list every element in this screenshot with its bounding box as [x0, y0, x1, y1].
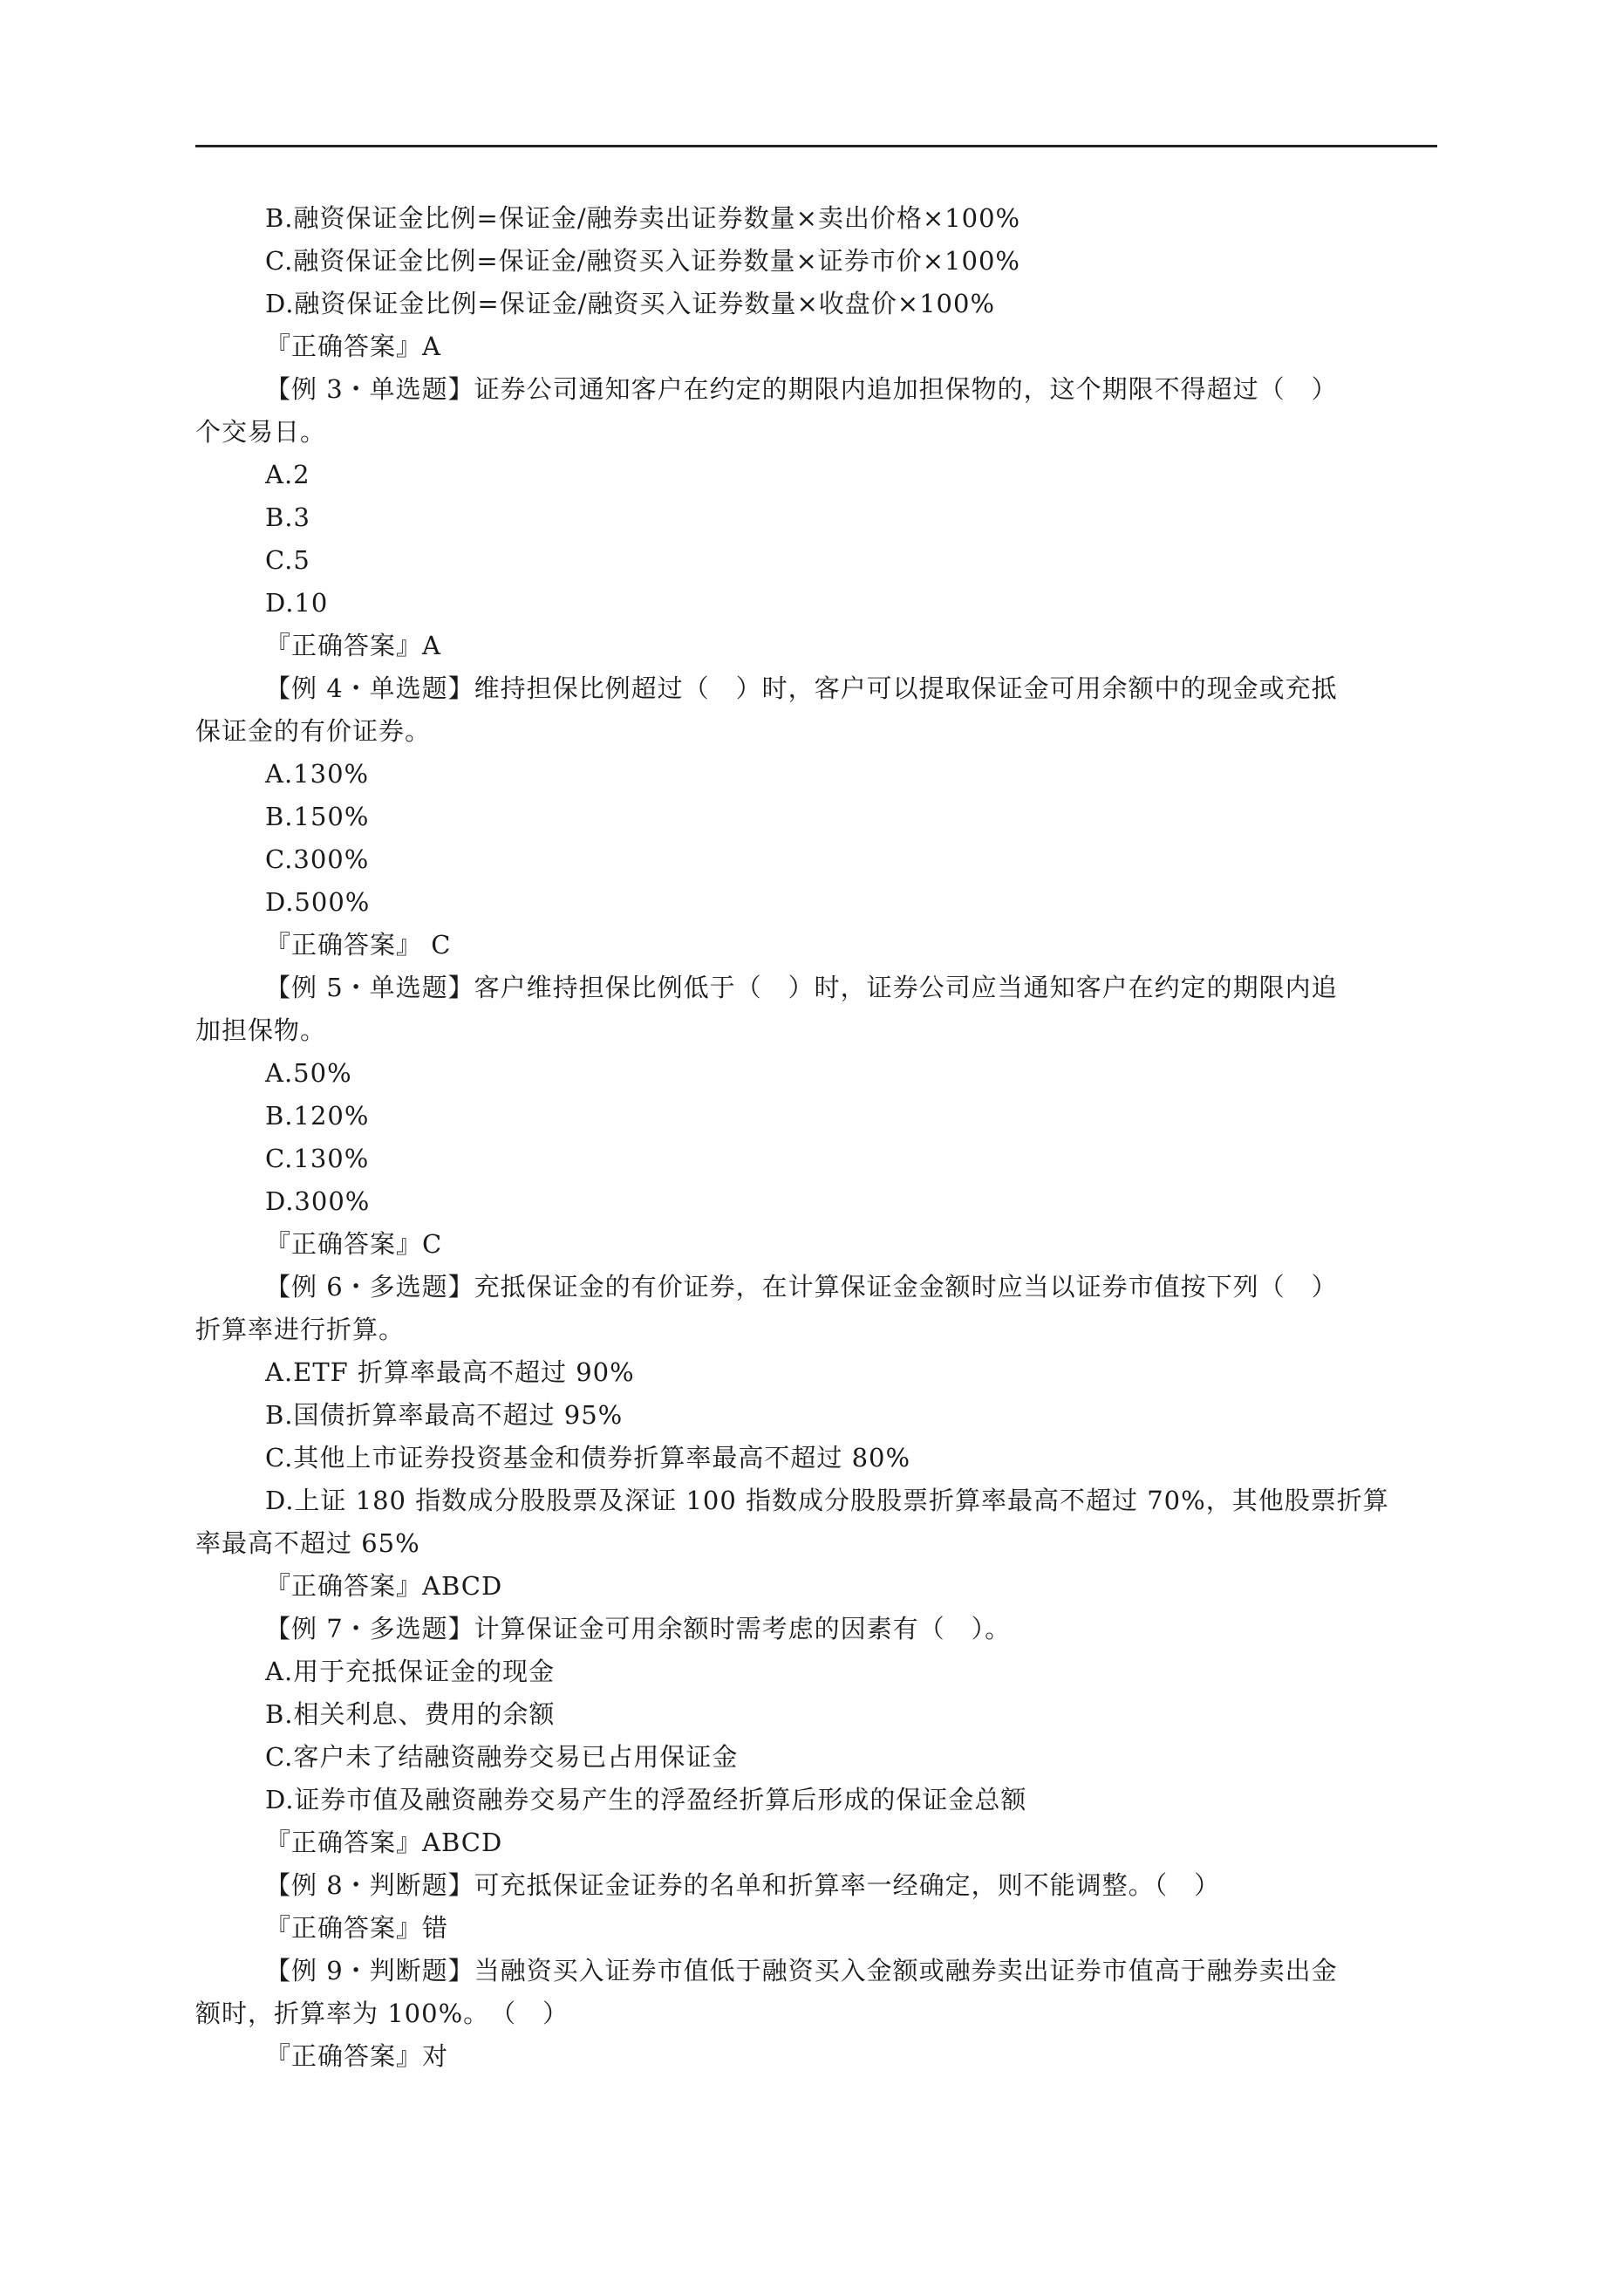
option-line: A.50% — [265, 1058, 352, 1088]
answer-line: 『正确答案』ABCD — [265, 1828, 503, 1857]
question-line: 【例 9・判断题】当融资买入证券市值低于融资买入金额或融券卖出证券市值高于融券卖出金 — [265, 1956, 1338, 1985]
option-line: D.融资保证金比例=保证金/融资买入证券数量×收盘价×100% — [265, 289, 996, 318]
option-line: B.120% — [265, 1101, 370, 1131]
option-line: C.5 — [265, 545, 310, 575]
option-line: C.130% — [265, 1144, 370, 1173]
option-line: C.融资保证金比例=保证金/融资买入证券数量×证券市价×100% — [265, 246, 1020, 276]
option-line: A.2 — [265, 460, 310, 489]
question-line: 【例 7・多选题】计算保证金可用余额时需考虑的因素有（ ）。 — [265, 1614, 1012, 1643]
option-line: B.融资保证金比例=保证金/融券卖出证券数量×卖出价格×100% — [265, 203, 1021, 233]
option-line: A.用于充抵保证金的现金 — [265, 1657, 556, 1686]
question-continuation: 折算率进行折算。 — [195, 1315, 406, 1344]
option-line: B.3 — [265, 502, 310, 532]
option-line: C.客户未了结融资融券交易已占用保证金 — [265, 1742, 739, 1772]
question-line: 【例 6・多选题】充抵保证金的有价证券，在计算保证金金额时应当以证券市值按下列（ ） — [265, 1272, 1338, 1302]
option-line: B.相关利息、费用的余额 — [265, 1699, 556, 1729]
question-continuation: 额时，折算率为 100%。 （ ） — [195, 1999, 569, 2028]
option-line: C.其他上市证券投资基金和债券折算率最高不超过 80% — [265, 1443, 911, 1473]
question-line: 【例 8・判断题】可充抵保证金证券的名单和折算率一经确定，则不能调整。（ ） — [265, 1870, 1221, 1900]
answer-line: 『正确答案』对 — [265, 2041, 449, 2071]
option-continuation: 率最高不超过 65% — [195, 1528, 420, 1558]
question-line: 【例 4・单选题】维持担保比例超过（ ）时，客户可以提取保证金可用余额中的现金或充抵 — [265, 673, 1338, 703]
option-line: C.300% — [265, 844, 370, 874]
question-continuation: 加担保物。 — [195, 1015, 327, 1045]
answer-line: 『正确答案』A — [265, 331, 441, 361]
question-line: 【例 3・单选题】证券公司通知客户在约定的期限内追加担保物的，这个期限不得超过（ ） — [265, 374, 1338, 404]
option-line: D.证券市值及融资融券交易产生的浮盈经折算后形成的保证金总额 — [265, 1785, 1027, 1814]
answer-line: 『正确答案』A — [265, 631, 441, 660]
option-line: A.ETF 折算率最高不超过 90% — [265, 1357, 635, 1387]
option-line: B.150% — [265, 802, 370, 831]
document-body — [195, 197, 1437, 2078]
question-continuation: 保证金的有价证券。 — [195, 716, 432, 746]
answer-line: 『正确答案』错 — [265, 1913, 449, 1943]
question-line: 【例 5・单选题】客户维持担保比例低于（ ）时，证券公司应当通知客户在约定的期限内追 — [265, 973, 1338, 1002]
answer-line: 『正确答案』 C — [265, 930, 452, 960]
answer-line: 『正确答案』C — [265, 1229, 443, 1259]
question-continuation: 个交易日。 — [195, 417, 327, 447]
option-line: D.10 — [265, 588, 329, 618]
option-line: D.上证 180 指数成分股股票及深证 100 指数成分股股票折算率最高不超过 70%，其他股票折算 — [265, 1486, 1389, 1515]
option-line: D.500% — [265, 887, 371, 917]
option-line: B.国债折算率最高不超过 95% — [265, 1400, 624, 1430]
option-line: D.300% — [265, 1186, 371, 1216]
header-rule — [195, 145, 1437, 147]
answer-line: 『正确答案』ABCD — [265, 1571, 503, 1601]
option-line: A.130% — [265, 759, 370, 789]
